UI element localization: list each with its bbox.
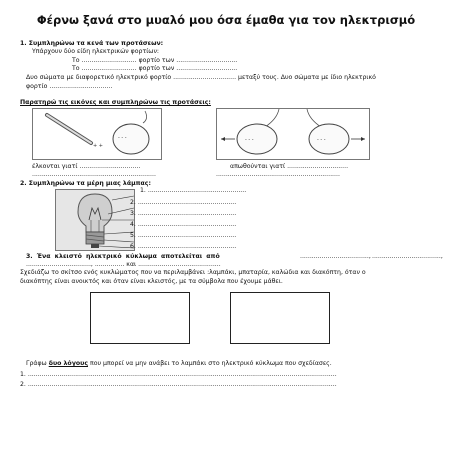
attraction-answer-line: ............................................................... bbox=[32, 171, 156, 178]
repulsion-illustration bbox=[217, 109, 369, 159]
lamp-image bbox=[55, 189, 135, 251]
svg-text:- - -: - - - bbox=[245, 137, 254, 143]
lamp-label-1: 1. .................................................. bbox=[140, 187, 247, 194]
section1-line3: Το ............................ φορτίο των ............................... bbox=[72, 65, 238, 72]
svg-text:- - -: - - - bbox=[118, 135, 127, 141]
sketch-instructions-1: Σχεδιάζω το σκίτσο ενός κυκλώματος που να περιλαμβάνει :λαμπάκι, μπαταρία, καλώδια και διακόπτη, όταν ο bbox=[20, 269, 366, 276]
repulsion-image bbox=[216, 108, 370, 160]
reasons-prompt-start: Γράφω bbox=[26, 360, 49, 367]
lamp-label-2: 2. .................................................. bbox=[130, 199, 237, 206]
svg-text:- - -: - - - bbox=[317, 137, 326, 143]
section1-line4: Δυο σώματα με διαφορετικό ηλεκτρικό φορτίο ................................ μεταξύ τους. Δυο σώματα με ίδιο ηλεκτρικό bbox=[26, 74, 376, 81]
reason-answer-2[interactable]: 2. ............................................................................................................................................................. bbox=[20, 381, 337, 388]
section1-line2: Το ............................ φορτίο των ............................... bbox=[72, 57, 238, 64]
observe-heading: Παρατηρώ τις εικόνες και συμπληρώνω τις προτάσεις: bbox=[20, 99, 211, 106]
sketch-instructions-2: διακόπτης είναι ανοικτός και όταν είναι κλειστός, με τα σύμβολα που έχουμε μάθει. bbox=[20, 278, 283, 285]
section1-heading: 1. Συμπληρώνω τα κενά των προτάσεων: bbox=[20, 40, 164, 47]
section2-heading: 2. Συμπληρώνω τα μέρη μιας λάμπας: bbox=[20, 180, 151, 187]
sketch-box-open-switch[interactable] bbox=[90, 292, 190, 344]
repulsion-caption: απωθούνται γιατί ............................... bbox=[230, 163, 349, 170]
reasons-prompt-end: που μπορεί να μην ανάβει το λαμπάκι στο ηλεκτρικό κύκλωμα που σχεδίασες. bbox=[88, 360, 332, 367]
lamp-label-5: 5. .................................................. bbox=[130, 232, 237, 239]
section1-line1: Υπάρχουν δύο είδη ηλεκτρικών φορτίων: bbox=[32, 48, 160, 55]
attraction-image bbox=[32, 108, 162, 160]
section3-blank-line: ................................., ............... και .......................................... bbox=[26, 261, 221, 268]
reasons-prompt bbox=[26, 360, 332, 368]
attraction-illustration bbox=[33, 109, 161, 159]
section3-heading: 3. Ένα κλειστό ηλεκτρικό κύκλωμα αποτελείται από bbox=[26, 253, 220, 260]
repulsion-answer-line: ............................................................... bbox=[216, 171, 340, 178]
lamp-illustration bbox=[56, 190, 134, 250]
section1-line5: φορτίο ................................ bbox=[26, 83, 113, 90]
page-title: Φέρνω ξανά στο μυαλό μου όσα έμαθα για τον ηλεκτρισμό bbox=[36, 13, 416, 27]
section3-blank-2: ..................................., bbox=[372, 253, 443, 260]
attraction-caption: έλκονται γιατί ............................... bbox=[32, 163, 141, 170]
lamp-label-6: 6. .................................................. bbox=[130, 243, 237, 250]
lamp-label-4: 4. .................................................. bbox=[130, 221, 237, 228]
reasons-prompt-emphasis: δυο λόγους bbox=[48, 360, 88, 367]
lamp-label-3: 3. .................................................. bbox=[130, 210, 237, 217]
sketch-box-closed-switch[interactable] bbox=[230, 292, 330, 344]
reason-answer-1[interactable]: 1. ............................................................................................................................................................. bbox=[20, 371, 337, 378]
svg-text:+ +: + + bbox=[93, 143, 103, 149]
section3-blank-1: ..................................., bbox=[300, 253, 371, 260]
